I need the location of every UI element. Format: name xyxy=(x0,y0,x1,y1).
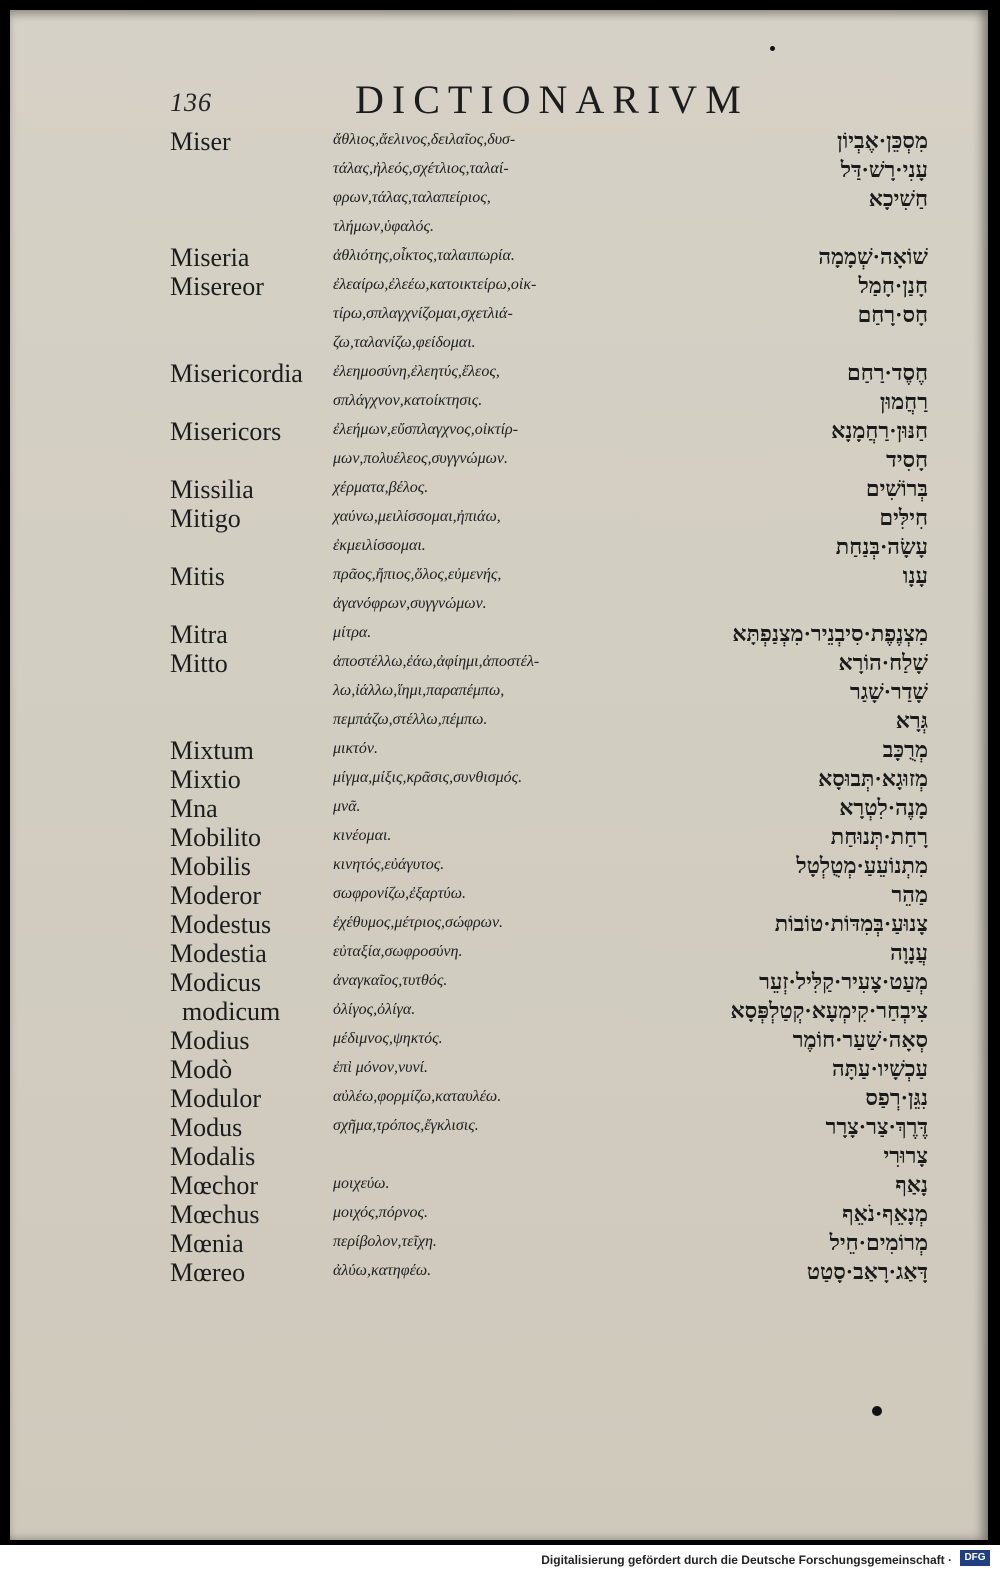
dictionary-entry xyxy=(10,1258,988,1287)
hebrew-gloss: חַשִׁיכָא xyxy=(868,186,928,211)
latin-headword: Modò xyxy=(170,1055,233,1084)
greek-gloss: ἐπὶ μόνον,νυνί. xyxy=(333,1059,428,1076)
dictionary-entry xyxy=(10,881,988,910)
hebrew-gloss: מִצְנֶפֶת·סִיבְנֵיר·מִצְנַפְתָּא xyxy=(732,621,928,646)
hebrew-gloss: נִגֵּן·רְפַס xyxy=(865,1085,928,1110)
greek-gloss: ἀλύω,κατηφέω. xyxy=(333,1262,432,1279)
greek-gloss: τίρω,σπλαγχνίζομαι,σχετλιά- xyxy=(333,305,513,322)
dictionary-entry xyxy=(10,910,988,939)
dictionary-entry xyxy=(10,1113,988,1142)
dictionary-entry xyxy=(10,765,988,794)
dictionary-entry xyxy=(10,330,988,356)
greek-gloss: ἐχέθυμος,μέτριος,σώφρων. xyxy=(333,914,504,931)
latin-headword: Modius xyxy=(170,1026,250,1055)
hebrew-gloss: עָשָׂה·בְּנַחַת xyxy=(835,534,928,559)
hebrew-gloss: מְעַט·צָעִיר·קַלִּיל·זְעֵר xyxy=(759,969,928,994)
book-page xyxy=(10,10,988,1540)
dictionary-entry xyxy=(10,417,988,446)
hebrew-gloss: צָנוּעַ·בְּמִדּוֹת·טוֹבוֹת xyxy=(774,911,928,936)
hebrew-gloss: דָּאַג·רָאַב·סָטַט xyxy=(806,1259,928,1284)
greek-gloss: χαύνω,μειλίσσομαι,ἠπιάω, xyxy=(333,508,501,525)
greek-gloss: εὐταξία,σωφροσύνη. xyxy=(333,943,463,960)
greek-gloss: ἀναγκαῖος,τυτθός. xyxy=(333,972,448,989)
greek-gloss: ἐλεημοσύνη,ἐλεητύς,ἔλεος, xyxy=(333,363,500,380)
ink-dot xyxy=(770,46,775,51)
hebrew-gloss: צִיבְחַר·קִימְעָא·קְטַלְפְּסָא xyxy=(730,998,928,1023)
dictionary-entry xyxy=(10,591,988,617)
page-number: 136 xyxy=(170,88,212,117)
latin-headword: Misericors xyxy=(170,417,282,446)
greek-gloss: σωφρονίζω,ἐξαρτύω. xyxy=(333,885,467,902)
dictionary-entry xyxy=(10,185,988,211)
latin-headword: Mœnia xyxy=(170,1229,244,1258)
greek-gloss: περίβολον,τεῖχη. xyxy=(333,1233,437,1250)
greek-gloss: μων,πολυέλεος,συγγνώμων. xyxy=(333,450,509,467)
running-head: DICTIONARIVM xyxy=(355,77,749,122)
greek-gloss: ἀγανόφρων,συγγνώμων. xyxy=(333,595,487,612)
dictionary-entry xyxy=(10,272,988,301)
hebrew-gloss: סְאָה·שַׁעַר·חוֹמֶר xyxy=(792,1027,928,1052)
greek-gloss: πεμπάζω,στέλλω,πέμπω. xyxy=(333,711,488,728)
hebrew-gloss: שָׁלַח·הוֹרָא xyxy=(838,650,928,675)
latin-headword: Modus xyxy=(170,1113,243,1142)
greek-gloss: πρᾶος,ἤπιος,ὅλος,εὐμενής, xyxy=(333,566,502,583)
hebrew-gloss: בְּרוֹשִׁים xyxy=(865,476,928,501)
footer-bar xyxy=(0,1545,1000,1583)
latin-headword: Moderor xyxy=(170,881,261,910)
dictionary-entry xyxy=(10,997,988,1026)
greek-gloss: σπλάγχνον,κατοίκτησις. xyxy=(333,392,483,409)
latin-headword: Miseria xyxy=(170,243,250,272)
greek-gloss: τάλας,ἠλεός,σχέτλιος,ταλαί- xyxy=(333,160,509,177)
greek-gloss: μοιχός,πόρνος. xyxy=(333,1204,428,1221)
hebrew-gloss: חֶסֶד·רַחַם xyxy=(846,360,928,385)
dictionary-entry xyxy=(10,707,988,733)
latin-headword: Mixtio xyxy=(170,765,241,794)
dictionary-entry xyxy=(10,736,988,765)
dictionary-entry xyxy=(10,475,988,504)
latin-headword: Mœchor xyxy=(170,1171,259,1200)
hebrew-gloss: חָסִיד xyxy=(886,447,928,472)
latin-headword: Misericordia xyxy=(170,359,303,388)
greek-gloss: ἐκμειλίσσομαι. xyxy=(333,537,426,554)
dictionary-entry xyxy=(10,359,988,388)
hebrew-gloss: חָס·רָחַם xyxy=(857,302,928,327)
latin-headword: Modestus xyxy=(170,910,272,939)
hebrew-gloss: מָנֶה·לִטְרָא xyxy=(839,795,928,820)
dictionary-entry xyxy=(10,823,988,852)
greek-gloss: ὀλίγος,ὀλίγα. xyxy=(333,1001,416,1018)
hebrew-gloss: מַהֵר xyxy=(891,882,928,907)
dictionary-entry xyxy=(10,1171,988,1200)
greek-gloss: μίγμα,μίξις,κρᾶσις,συνθισμός. xyxy=(333,769,523,786)
latin-headword: Mœreo xyxy=(170,1258,246,1287)
hebrew-gloss: נָאַף xyxy=(895,1172,928,1197)
hebrew-gloss: רַחֲמוּן xyxy=(879,389,928,414)
latin-headword: Modulor xyxy=(170,1084,261,1113)
dfg-logo: DFG xyxy=(960,1550,990,1566)
greek-gloss: ἐλεαίρω,ἐλεέω,κατοικτείρω,οἰκ- xyxy=(333,276,537,293)
hebrew-gloss: שָׁדַר·שָׁגַר xyxy=(850,679,928,704)
dictionary-entry xyxy=(10,1026,988,1055)
greek-gloss: φρων,τάλας,ταλαπείριος, xyxy=(333,189,491,206)
latin-headword: modicum xyxy=(182,997,281,1026)
funding-credit: Digitalisierung gefördert durch die Deutsche Forschungsgemeinschaft · xyxy=(541,1553,952,1567)
greek-gloss: ἐλεήμων,εὔσπλαγχνος,οἰκτίρ- xyxy=(333,421,519,438)
hebrew-gloss: דֶּרֶךְ·צַר·צָרָר xyxy=(825,1114,928,1139)
greek-gloss: κινητός,εὐάγυτος. xyxy=(333,856,445,873)
greek-gloss: σχῆμα,τρόπος,ἔγκλισις. xyxy=(333,1117,479,1134)
dictionary-entry xyxy=(10,939,988,968)
dictionary-entry xyxy=(10,446,988,472)
dictionary-entry xyxy=(10,649,988,678)
dictionary-entry xyxy=(10,1229,988,1258)
greek-gloss: μνᾶ. xyxy=(333,798,361,815)
greek-gloss: τλήμων,ὑφαλός. xyxy=(333,218,435,235)
dictionary-entry xyxy=(10,1142,988,1171)
hebrew-gloss: חִילִּים xyxy=(879,505,928,530)
dictionary-entry xyxy=(10,968,988,997)
greek-gloss: ἄθλιος,ἄελινος,δειλαῖος,δυσ- xyxy=(333,131,516,148)
latin-headword: Missilia xyxy=(170,475,254,504)
greek-gloss: αὐλέω,φορμίζω,καταυλέω. xyxy=(333,1088,502,1105)
hebrew-gloss: מְרוֹמִים·חֵיל xyxy=(829,1230,928,1255)
hebrew-gloss: מְזוּגָא·תְּבוּסָא xyxy=(818,766,928,791)
latin-headword: Mna xyxy=(170,794,218,823)
latin-headword: Mitra xyxy=(170,620,228,649)
greek-gloss: μοιχεύω. xyxy=(333,1175,390,1192)
hebrew-gloss: רָחַת·תְּנוּחַת xyxy=(830,824,928,849)
dictionary-entry xyxy=(10,1084,988,1113)
latin-headword: Mobilis xyxy=(170,852,251,881)
hebrew-gloss: שׁוֹאָה·שְׁמָמָה xyxy=(818,244,928,269)
hebrew-gloss: עָנִי·רָשׁ·דַּל xyxy=(840,157,928,182)
greek-gloss: κινέομαι. xyxy=(333,827,392,844)
dictionary-entry xyxy=(10,301,988,327)
dictionary-entry xyxy=(10,852,988,881)
greek-gloss: μικτόν. xyxy=(333,740,378,757)
hebrew-gloss: מְרֻכָּב xyxy=(882,737,928,762)
hebrew-gloss: מְנָאֵף·נֹאֵף xyxy=(842,1201,928,1226)
dictionary-entry xyxy=(10,127,988,156)
hebrew-gloss: חָנַן·חָמַל xyxy=(858,273,928,298)
dictionary-entry xyxy=(10,388,988,414)
greek-gloss: λω,ἰάλλω,ἵημι,παραπέμπω, xyxy=(333,682,505,699)
latin-headword: Mitis xyxy=(170,562,225,591)
latin-headword: Mobilito xyxy=(170,823,262,852)
dictionary-entry xyxy=(10,562,988,591)
latin-headword: Mitto xyxy=(170,649,228,678)
latin-headword: Modicus xyxy=(170,968,261,997)
dictionary-entry xyxy=(10,1055,988,1084)
hebrew-gloss: עַכְשָׁיו·עַתָּה xyxy=(831,1056,928,1081)
dictionary-entry xyxy=(10,533,988,559)
latin-headword: Mixtum xyxy=(170,736,254,765)
greek-gloss: ζω,ταλανίζω,φείδομαι. xyxy=(333,334,476,351)
greek-gloss: μέδιμνος,ψηκτός. xyxy=(333,1030,443,1047)
dictionary-entry xyxy=(10,620,988,649)
ink-dot xyxy=(872,1406,882,1416)
latin-headword: Modalis xyxy=(170,1142,256,1171)
greek-gloss: ἀποστέλλω,ἐάω,ἀφίημι,ἀποστέλ- xyxy=(333,653,540,670)
hebrew-gloss: עָנָו xyxy=(902,563,928,588)
hebrew-gloss: מִתְנוֹעֵעַ·מְטֻלְטָל xyxy=(796,853,928,878)
greek-gloss: χέρματα,βέλος. xyxy=(333,479,429,496)
greek-gloss: ἀθλιότης,οἶκτος,ταλαιπωρία. xyxy=(333,247,515,264)
hebrew-gloss: מִסְכֵּן·אֶבְיוֹן xyxy=(837,128,928,153)
hebrew-gloss: עֲנָוָה xyxy=(890,940,928,965)
latin-headword: Miser xyxy=(170,127,231,156)
latin-headword: Mœchus xyxy=(170,1200,260,1229)
dictionary-entry xyxy=(10,504,988,533)
latin-headword: Modestia xyxy=(170,939,267,968)
latin-headword: Mitigo xyxy=(170,504,241,533)
dictionary-entry xyxy=(10,214,988,240)
dictionary-entry xyxy=(10,156,988,182)
dictionary-entry xyxy=(10,243,988,272)
dictionary-entry xyxy=(10,1200,988,1229)
latin-headword: Misereor xyxy=(170,272,264,301)
hebrew-gloss: צָרוּרִי xyxy=(883,1143,928,1168)
dictionary-entry xyxy=(10,678,988,704)
hebrew-gloss: חַנּוּן·רַחֲמָנָא xyxy=(831,418,928,443)
dictionary-entry xyxy=(10,794,988,823)
greek-gloss: μίτρα. xyxy=(333,624,372,641)
hebrew-gloss: גְּרָא xyxy=(895,708,928,733)
